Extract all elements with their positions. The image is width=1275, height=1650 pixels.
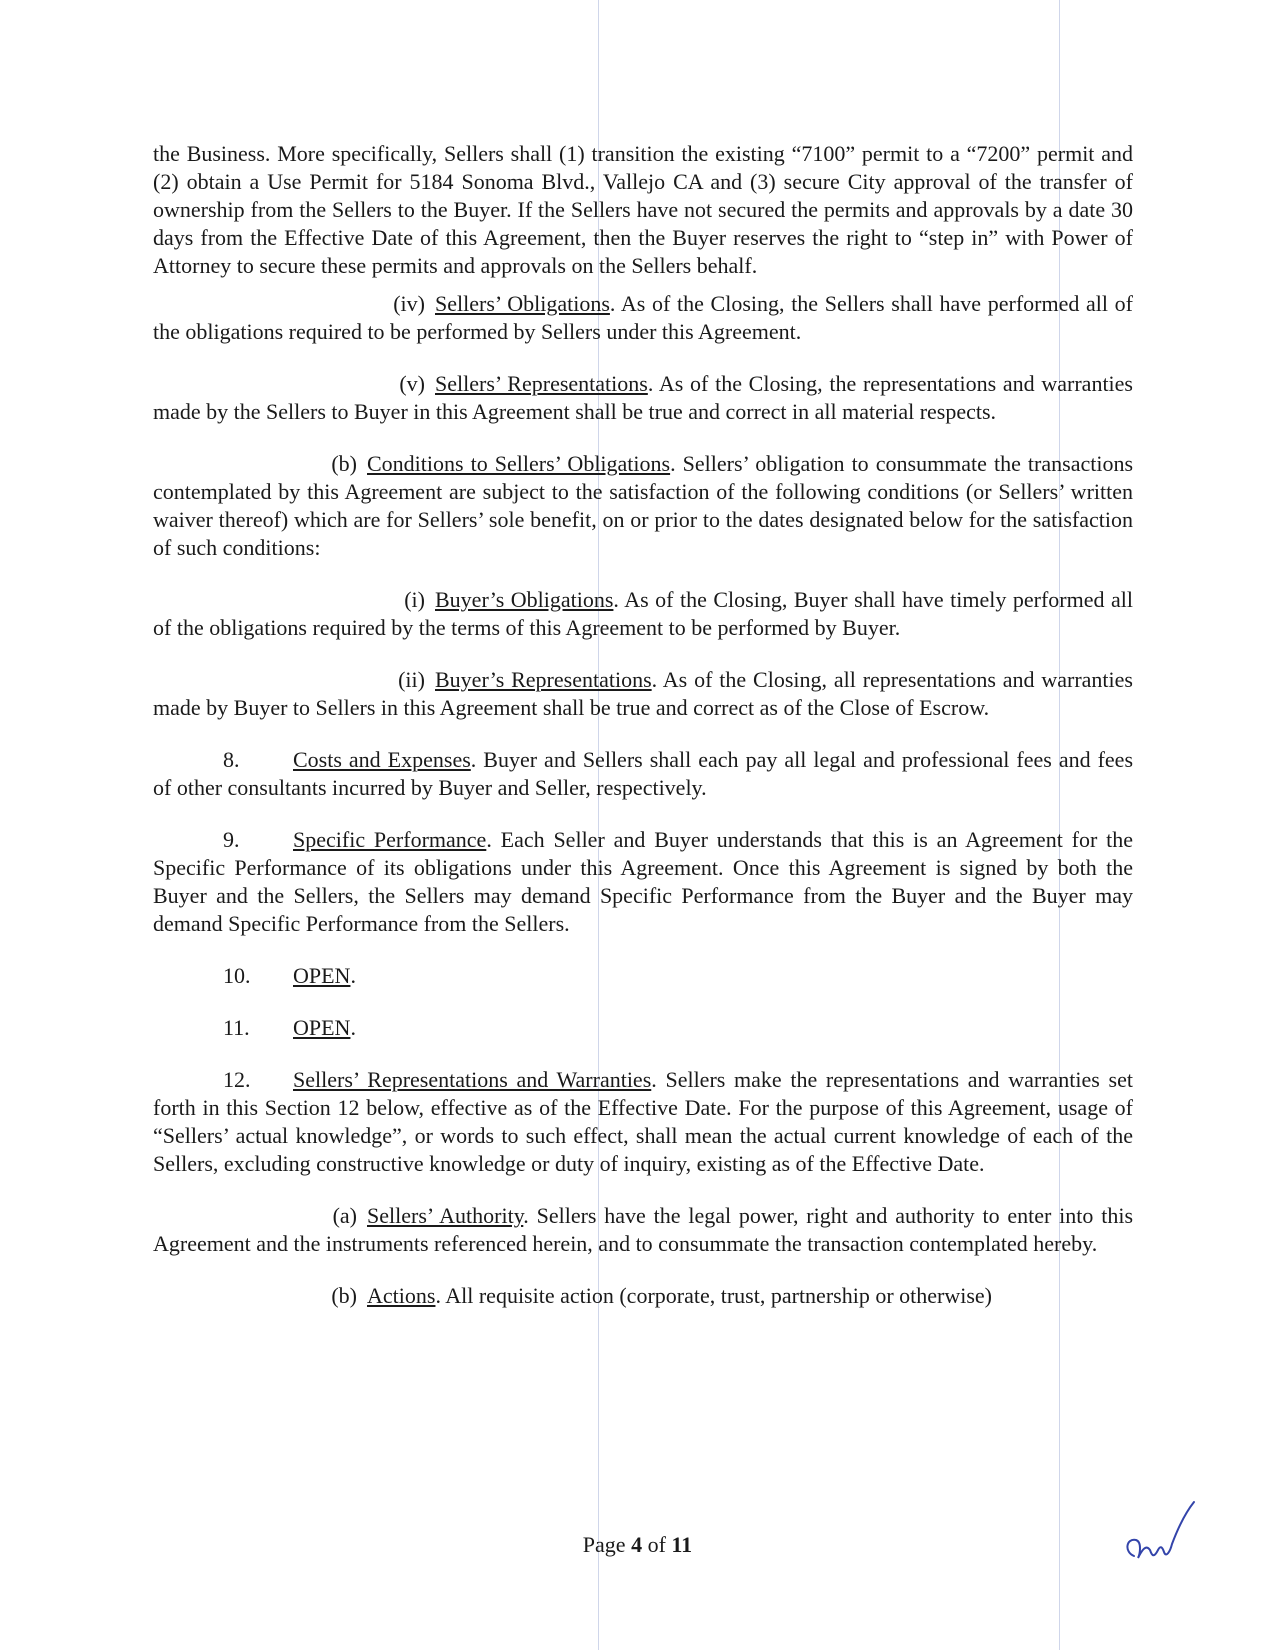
page-footer <box>0 1532 1275 1558</box>
footer-prefix: Page <box>582 1532 632 1557</box>
paragraph-text: . <box>350 963 356 988</box>
paragraph-label: (a) <box>332 1203 357 1228</box>
paragraph-8 <box>153 746 1133 802</box>
paragraph-b2 <box>153 1282 1133 1310</box>
paragraph-label: 8. <box>223 747 240 772</box>
paragraph-label: 12. <box>223 1067 251 1092</box>
paragraph-a <box>153 1202 1133 1258</box>
paragraph-label: (b) <box>331 1283 357 1308</box>
paragraph-heading: Sellers’ Obligations <box>435 291 610 316</box>
paragraph-heading: Buyer’s Representations <box>435 667 652 692</box>
paragraph-10 <box>153 962 1133 990</box>
paragraph-heading: Conditions to Sellers’ Obligations <box>367 451 671 476</box>
paragraph-label: (ii) <box>398 667 425 692</box>
paragraph-heading: Specific Performance <box>293 827 487 852</box>
paragraph-label: 10. <box>223 963 251 988</box>
paragraph-label: (iv) <box>393 291 425 316</box>
paragraph-text: . <box>350 1015 356 1040</box>
paragraph-11 <box>153 1014 1133 1042</box>
paragraph-text: . Sellers have the legal power, right and authority to enter into this Agreement and the instruments referenced herein, and to consummate the transaction contemplated hereby. <box>153 1203 1134 1256</box>
paragraph-heading: Sellers’ Authority <box>367 1203 524 1228</box>
paragraph-label: (b) <box>331 451 357 476</box>
paragraph-text: . As of the Closing, the Sellers shall have performed all of the obligations required to be performed by Sellers under this Agreement. <box>153 291 1134 344</box>
paragraph-label: (i) <box>404 587 425 612</box>
paragraph-12 <box>153 1066 1133 1178</box>
document-body <box>153 140 1133 1310</box>
paragraph-b <box>153 450 1133 562</box>
paragraph-v <box>153 370 1133 426</box>
handwritten-initials <box>1120 1498 1200 1578</box>
paragraph-text: . Buyer and Sellers shall each pay all legal and professional fees and fees of other consultants incurred by Buyer and Seller, respectively. <box>153 747 1134 800</box>
paragraph-heading: OPEN <box>293 1015 351 1040</box>
paragraph-text: . All requisite action (corporate, trust, partnership or otherwise) <box>435 1283 993 1308</box>
paragraph-label: 9. <box>223 827 240 852</box>
footer-page-number: 4 <box>631 1532 643 1557</box>
paragraph-iv <box>153 290 1133 346</box>
paragraph-text: . As of the Closing, all representations and warranties made by Buyer to Sellers in this Agreement shall be true and correct as of the Close of Escrow. <box>153 667 1133 720</box>
paragraph-heading: Sellers’ Representations and Warranties <box>293 1067 652 1092</box>
paragraph-ii <box>153 666 1133 722</box>
footer-page-total: 11 <box>671 1532 693 1557</box>
paragraph-text: . As of the Closing, the representations and warranties made by the Sellers to Buyer in this Agreement shall be true and correct in all material respects. <box>153 371 1133 424</box>
paragraph-label: 11. <box>223 1015 250 1040</box>
paragraph-intro: the Business. More specifically, Sellers shall (1) transition the existing “7100” permit to a “7200” permit and (2) obtain a Use Permit for 5184 Sonoma Blvd., Vallejo CA and (3) secure City approval of the transfer of ownership from the Sellers to the Buyer. If the Sellers have not secured the permits and approvals by a date 30 days from the Effective Date of this Agreement, then the Buyer reserves the right to “step in” with Power of Attorney to secure these permits and approvals on the Sellers behalf. <box>153 141 1133 278</box>
paragraph-text: . Sellers make the representations and warranties set forth in this Section 12 below, effective as of the Effective Date. For the purpose of this Agreement, usage of “Sellers’ actual knowledge”, or words to such effect, shall mean the actual current knowledge of each of the Sellers, excluding constructive knowledge or duty of inquiry, existing as of the Effective Date. <box>153 1067 1133 1176</box>
paragraph-heading: Buyer’s Obligations <box>435 587 614 612</box>
paragraph-heading: OPEN <box>293 963 351 988</box>
paragraph-text: . Sellers’ obligation to consummate the transactions contemplated by this Agreement are subject to the satisfaction of the following conditions (or Sellers’ written waiver thereof) which are for Sellers’ sole benefit, on or prior to the dates designated below for the satisfaction of such conditions: <box>153 451 1134 560</box>
paragraph-heading: Sellers’ Representations <box>435 371 648 396</box>
paragraph-i <box>153 586 1133 642</box>
paragraph-heading: Actions <box>367 1283 436 1308</box>
paragraph-text: . As of the Closing, Buyer shall have timely performed all of the obligations required by the terms of this Agreement to be performed by Buyer. <box>153 587 1133 640</box>
footer-of: of <box>642 1532 672 1557</box>
paragraph-9 <box>153 826 1133 938</box>
paragraph-heading: Costs and Expenses <box>293 747 471 772</box>
paragraph-label: (v) <box>399 371 425 396</box>
paragraph-text: . Each Seller and Buyer understands that this is an Agreement for the Specific Performance of its obligations under this Agreement. Once this Agreement is signed by both the Buyer and the Sellers, the Sellers may demand Specific Performance from the Buyer and the Buyer may demand Specific Performance from the Sellers. <box>153 827 1134 936</box>
